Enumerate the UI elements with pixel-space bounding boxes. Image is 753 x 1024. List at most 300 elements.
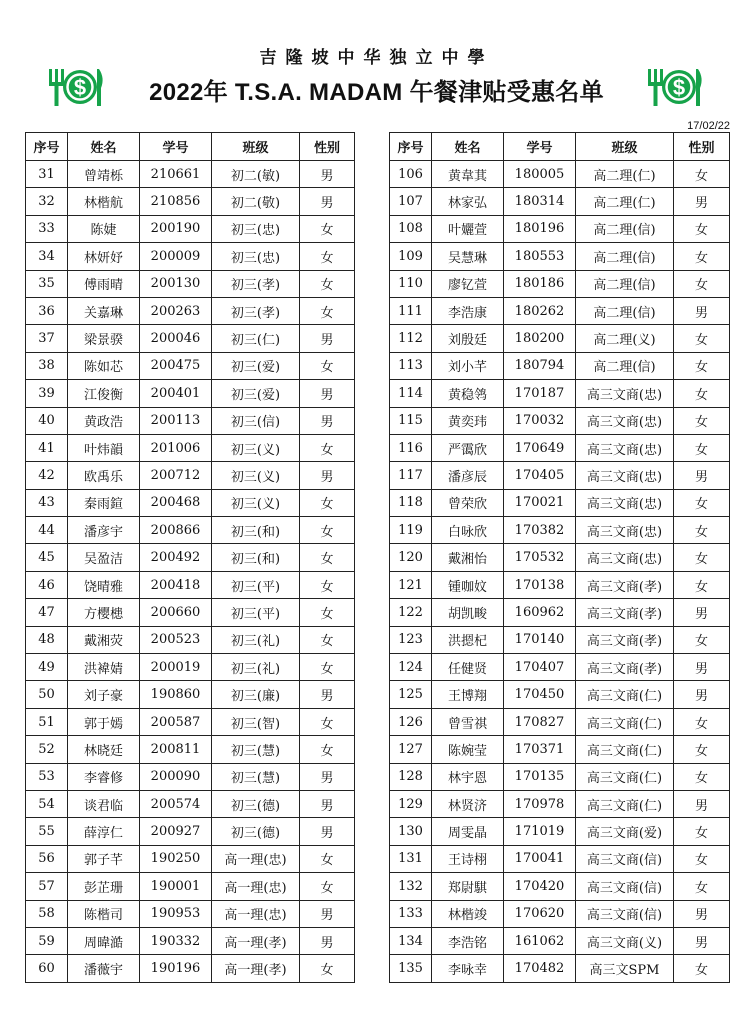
student-name-cell: 曾靖栎	[68, 161, 140, 188]
student-id-cell: 200492	[140, 544, 212, 571]
table-row	[26, 818, 355, 845]
gender-cell: 女	[300, 654, 355, 681]
student-id-cell: 200468	[140, 489, 212, 516]
student-name-cell: 吴盈洁	[68, 544, 140, 571]
class-name-cell: 初二(敏)	[212, 161, 300, 188]
student-name-cell: 黄稳鸰	[432, 380, 504, 407]
student-id-cell: 170135	[504, 763, 576, 790]
student-name-cell: 李浩铭	[432, 927, 504, 954]
lunch-money-icon	[643, 66, 705, 108]
student-id-cell: 170407	[504, 654, 576, 681]
student-id-cell: 170405	[504, 462, 576, 489]
student-name-cell: 黄奕玮	[432, 407, 504, 434]
class-name-cell: 高一理(孝)	[212, 927, 300, 954]
student-name-cell: 胡凯畯	[432, 599, 504, 626]
table-row	[26, 900, 355, 927]
student-name-cell: 饶晴雅	[68, 571, 140, 598]
class-name-cell: 高三文商(信)	[576, 845, 674, 872]
student-name-cell: 任健贤	[432, 654, 504, 681]
gender-cell: 女	[674, 270, 730, 297]
gender-cell: 男	[300, 161, 355, 188]
gender-cell: 女	[300, 215, 355, 242]
row-number-cell: 43	[26, 489, 68, 516]
table-row	[26, 462, 355, 489]
row-number-cell: 45	[26, 544, 68, 571]
table-row	[390, 188, 730, 215]
class-name-cell: 高三文商(忠)	[576, 517, 674, 544]
table-row	[390, 517, 730, 544]
svg-text:$: $	[73, 75, 87, 100]
row-number-cell: 110	[390, 270, 432, 297]
gender-cell: 男	[300, 900, 355, 927]
row-number-cell: 39	[26, 380, 68, 407]
class-name-cell: 高三文商(忠)	[576, 462, 674, 489]
table-row	[390, 708, 730, 735]
table-row	[390, 681, 730, 708]
student-id-cell: 201006	[140, 434, 212, 461]
table-row	[390, 161, 730, 188]
gender-cell: 女	[674, 626, 730, 653]
row-number-cell: 135	[390, 955, 432, 982]
student-id-cell: 170827	[504, 708, 576, 735]
class-name-cell: 高三文商(仁)	[576, 736, 674, 763]
gender-cell: 女	[674, 571, 730, 598]
row-number-cell: 41	[26, 434, 68, 461]
row-number-cell: 124	[390, 654, 432, 681]
row-number-cell: 126	[390, 708, 432, 735]
table-row	[26, 599, 355, 626]
table-header-row	[390, 133, 730, 161]
gender-cell: 女	[300, 489, 355, 516]
table-row	[26, 681, 355, 708]
student-name-cell: 陈婕	[68, 215, 140, 242]
student-name-cell: 彭芷珊	[68, 873, 140, 900]
gender-cell: 男	[674, 900, 730, 927]
student-id-cell: 200009	[140, 243, 212, 270]
row-number-cell: 58	[26, 900, 68, 927]
table-row	[390, 763, 730, 790]
student-name-cell: 叶炜韻	[68, 434, 140, 461]
class-name-cell: 初三(礼)	[212, 654, 300, 681]
gender-cell: 男	[300, 818, 355, 845]
class-name-cell: 初三(平)	[212, 571, 300, 598]
row-number-cell: 59	[26, 927, 68, 954]
column-header: 性别	[300, 133, 355, 161]
student-name-cell: 江俊衡	[68, 380, 140, 407]
table-row	[26, 270, 355, 297]
gender-cell: 女	[300, 544, 355, 571]
table-row	[26, 243, 355, 270]
document-date: 17/02/22	[687, 120, 730, 132]
column-header: 姓名	[432, 133, 504, 161]
student-id-cell: 170140	[504, 626, 576, 653]
student-id-cell: 170041	[504, 845, 576, 872]
class-name-cell: 高二理(仁)	[576, 161, 674, 188]
row-number-cell: 133	[390, 900, 432, 927]
table-row	[390, 544, 730, 571]
gender-cell: 男	[674, 462, 730, 489]
student-id-cell: 170371	[504, 736, 576, 763]
table-row	[390, 434, 730, 461]
student-id-cell: 170420	[504, 873, 576, 900]
class-name-cell: 初三(爱)	[212, 352, 300, 379]
student-id-cell: 180262	[504, 297, 576, 324]
class-name-cell: 初三(爱)	[212, 380, 300, 407]
gender-cell: 男	[300, 325, 355, 352]
table-row	[390, 599, 730, 626]
row-number-cell: 46	[26, 571, 68, 598]
student-id-cell: 200475	[140, 352, 212, 379]
student-name-cell: 林楷竣	[432, 900, 504, 927]
student-name-cell: 李浩康	[432, 297, 504, 324]
student-name-cell: 王博翔	[432, 681, 504, 708]
gender-cell: 女	[674, 818, 730, 845]
student-name-cell: 郭子芊	[68, 845, 140, 872]
row-number-cell: 117	[390, 462, 432, 489]
class-name-cell: 高三文商(仁)	[576, 790, 674, 817]
roster-table-left	[25, 132, 355, 983]
table-row	[26, 955, 355, 982]
row-number-cell: 128	[390, 763, 432, 790]
class-name-cell: 高三文商(义)	[576, 927, 674, 954]
gender-cell: 男	[674, 654, 730, 681]
gender-cell: 女	[674, 763, 730, 790]
row-number-cell: 123	[390, 626, 432, 653]
table-row	[26, 763, 355, 790]
class-name-cell: 高二理(信)	[576, 297, 674, 324]
student-name-cell: 严霭欣	[432, 434, 504, 461]
table-row	[390, 462, 730, 489]
gender-cell: 女	[674, 955, 730, 982]
gender-cell: 女	[674, 380, 730, 407]
table-row	[390, 654, 730, 681]
class-name-cell: 初三(孝)	[212, 297, 300, 324]
student-name-cell: 锺咖妏	[432, 571, 504, 598]
row-number-cell: 34	[26, 243, 68, 270]
student-name-cell: 潘彦辰	[432, 462, 504, 489]
class-name-cell: 初三(义)	[212, 462, 300, 489]
gender-cell: 女	[300, 571, 355, 598]
row-number-cell: 56	[26, 845, 68, 872]
table-row	[26, 873, 355, 900]
table-row	[26, 708, 355, 735]
student-id-cell: 200090	[140, 763, 212, 790]
gender-cell: 女	[674, 407, 730, 434]
gender-cell: 女	[300, 297, 355, 324]
student-name-cell: 戴湘怡	[432, 544, 504, 571]
student-name-cell: 洪褘婧	[68, 654, 140, 681]
gender-cell: 男	[300, 927, 355, 954]
row-number-cell: 134	[390, 927, 432, 954]
student-id-cell: 161062	[504, 927, 576, 954]
student-id-cell: 200587	[140, 708, 212, 735]
student-name-cell: 刘殷廷	[432, 325, 504, 352]
class-name-cell: 初三(孝)	[212, 270, 300, 297]
row-number-cell: 47	[26, 599, 68, 626]
table-row	[390, 243, 730, 270]
gender-cell: 女	[300, 352, 355, 379]
table-row	[390, 736, 730, 763]
student-name-cell: 白咏欣	[432, 517, 504, 544]
gender-cell: 女	[674, 161, 730, 188]
class-name-cell: 高三文商(忠)	[576, 489, 674, 516]
gender-cell: 女	[300, 873, 355, 900]
row-number-cell: 107	[390, 188, 432, 215]
row-number-cell: 49	[26, 654, 68, 681]
table-row	[26, 215, 355, 242]
row-number-cell: 54	[26, 790, 68, 817]
row-number-cell: 131	[390, 845, 432, 872]
gender-cell: 女	[674, 517, 730, 544]
student-id-cell: 210661	[140, 161, 212, 188]
class-name-cell: 高二理(仁)	[576, 188, 674, 215]
table-row	[390, 297, 730, 324]
student-id-cell: 170382	[504, 517, 576, 544]
student-id-cell: 190953	[140, 900, 212, 927]
column-header: 性别	[674, 133, 730, 161]
student-name-cell: 郭于嫣	[68, 708, 140, 735]
table-row	[26, 927, 355, 954]
table-row	[390, 325, 730, 352]
gender-cell: 女	[300, 955, 355, 982]
gender-cell: 女	[674, 489, 730, 516]
class-name-cell: 高三文商(孝)	[576, 654, 674, 681]
row-number-cell: 108	[390, 215, 432, 242]
student-id-cell: 170532	[504, 544, 576, 571]
class-name-cell: 初三(忠)	[212, 243, 300, 270]
table-row	[390, 900, 730, 927]
table-row	[26, 845, 355, 872]
student-name-cell: 黄韋萁	[432, 161, 504, 188]
table-row	[390, 626, 730, 653]
table-row	[390, 380, 730, 407]
student-id-cell: 200401	[140, 380, 212, 407]
gender-cell: 女	[674, 243, 730, 270]
student-id-cell: 200927	[140, 818, 212, 845]
column-header: 序号	[390, 133, 432, 161]
class-name-cell: 初三(慧)	[212, 736, 300, 763]
student-id-cell: 200866	[140, 517, 212, 544]
student-name-cell: 洪摁杞	[432, 626, 504, 653]
table-row	[26, 352, 355, 379]
class-name-cell: 初三(慧)	[212, 763, 300, 790]
student-id-cell: 200019	[140, 654, 212, 681]
student-id-cell: 200130	[140, 270, 212, 297]
row-number-cell: 122	[390, 599, 432, 626]
class-name-cell: 高一理(忠)	[212, 845, 300, 872]
student-id-cell: 200046	[140, 325, 212, 352]
row-number-cell: 36	[26, 297, 68, 324]
student-id-cell: 170021	[504, 489, 576, 516]
class-name-cell: 高二理(信)	[576, 215, 674, 242]
student-id-cell: 170187	[504, 380, 576, 407]
class-name-cell: 初三(和)	[212, 517, 300, 544]
table-row	[390, 845, 730, 872]
page-title: 2022年 T.S.A. MADAM 午餐津贴受惠名单	[149, 79, 604, 106]
class-name-cell: 初二(敬)	[212, 188, 300, 215]
table-row	[390, 270, 730, 297]
row-number-cell: 109	[390, 243, 432, 270]
row-number-cell: 125	[390, 681, 432, 708]
gender-cell: 女	[674, 215, 730, 242]
table-row	[26, 626, 355, 653]
student-name-cell: 欧禹乐	[68, 462, 140, 489]
table-row	[26, 544, 355, 571]
table-row	[26, 380, 355, 407]
table-row	[390, 927, 730, 954]
column-header: 序号	[26, 133, 68, 161]
student-id-cell: 170978	[504, 790, 576, 817]
class-name-cell: 初三(廉)	[212, 681, 300, 708]
gender-cell: 女	[674, 736, 730, 763]
gender-cell: 女	[300, 626, 355, 653]
student-id-cell: 170450	[504, 681, 576, 708]
class-name-cell: 初三(德)	[212, 818, 300, 845]
table-row	[390, 873, 730, 900]
student-id-cell: 180200	[504, 325, 576, 352]
school-name: 吉隆坡中华独立中學	[259, 48, 494, 68]
student-id-cell: 160962	[504, 599, 576, 626]
student-name-cell: 傅雨晴	[68, 270, 140, 297]
row-number-cell: 115	[390, 407, 432, 434]
row-number-cell: 42	[26, 462, 68, 489]
column-header: 姓名	[68, 133, 140, 161]
student-name-cell: 潘薇宇	[68, 955, 140, 982]
class-name-cell: 高三文商(忠)	[576, 380, 674, 407]
student-name-cell: 林家弘	[432, 188, 504, 215]
student-name-cell: 关嘉琳	[68, 297, 140, 324]
gender-cell: 男	[674, 790, 730, 817]
class-name-cell: 初三(忠)	[212, 215, 300, 242]
class-name-cell: 高一理(忠)	[212, 873, 300, 900]
row-number-cell: 37	[26, 325, 68, 352]
roster-table-right	[389, 132, 730, 983]
student-name-cell: 谈君临	[68, 790, 140, 817]
table-row	[26, 161, 355, 188]
class-name-cell: 高三文商(爱)	[576, 818, 674, 845]
gender-cell: 男	[674, 297, 730, 324]
row-number-cell: 40	[26, 407, 68, 434]
class-name-cell: 高三文商(忠)	[576, 434, 674, 461]
student-id-cell: 171019	[504, 818, 576, 845]
row-number-cell: 113	[390, 352, 432, 379]
row-number-cell: 121	[390, 571, 432, 598]
table-row	[390, 352, 730, 379]
student-id-cell: 180553	[504, 243, 576, 270]
gender-cell: 女	[674, 845, 730, 872]
student-name-cell: 李咏幸	[432, 955, 504, 982]
student-name-cell: 林贤济	[432, 790, 504, 817]
student-name-cell: 潘彦宇	[68, 517, 140, 544]
table-row	[390, 407, 730, 434]
class-name-cell: 初三(礼)	[212, 626, 300, 653]
student-id-cell: 200712	[140, 462, 212, 489]
class-name-cell: 高三文SPM	[576, 955, 674, 982]
gender-cell: 男	[300, 462, 355, 489]
row-number-cell: 50	[26, 681, 68, 708]
student-id-cell: 190001	[140, 873, 212, 900]
class-name-cell: 高三文商(仁)	[576, 681, 674, 708]
student-id-cell: 200811	[140, 736, 212, 763]
row-number-cell: 44	[26, 517, 68, 544]
row-number-cell: 52	[26, 736, 68, 763]
class-name-cell: 初三(德)	[212, 790, 300, 817]
class-name-cell: 初三(义)	[212, 489, 300, 516]
row-number-cell: 130	[390, 818, 432, 845]
student-id-cell: 170032	[504, 407, 576, 434]
gender-cell: 男	[674, 599, 730, 626]
row-number-cell: 129	[390, 790, 432, 817]
gender-cell: 男	[300, 681, 355, 708]
student-name-cell: 刘子豪	[68, 681, 140, 708]
table-row	[390, 790, 730, 817]
gender-cell: 女	[300, 845, 355, 872]
student-name-cell: 林晓廷	[68, 736, 140, 763]
class-name-cell: 初三(义)	[212, 434, 300, 461]
student-id-cell: 200418	[140, 571, 212, 598]
gender-cell: 男	[674, 681, 730, 708]
row-number-cell: 38	[26, 352, 68, 379]
row-number-cell: 33	[26, 215, 68, 242]
student-id-cell: 200574	[140, 790, 212, 817]
gender-cell: 女	[300, 599, 355, 626]
table-row	[390, 571, 730, 598]
gender-cell: 男	[300, 188, 355, 215]
student-name-cell: 梁景骙	[68, 325, 140, 352]
table-row	[390, 955, 730, 982]
class-name-cell: 高二理(义)	[576, 325, 674, 352]
gender-cell: 女	[674, 434, 730, 461]
row-number-cell: 57	[26, 873, 68, 900]
gender-cell: 女	[300, 708, 355, 735]
gender-cell: 女	[300, 736, 355, 763]
class-name-cell: 初三(和)	[212, 544, 300, 571]
table-row	[26, 517, 355, 544]
gender-cell: 女	[674, 708, 730, 735]
student-name-cell: 王诗栩	[432, 845, 504, 872]
row-number-cell: 32	[26, 188, 68, 215]
student-name-cell: 曾荣欣	[432, 489, 504, 516]
student-id-cell: 170138	[504, 571, 576, 598]
row-number-cell: 119	[390, 517, 432, 544]
student-name-cell: 林妍妤	[68, 243, 140, 270]
row-number-cell: 127	[390, 736, 432, 763]
column-header: 班级	[576, 133, 674, 161]
row-number-cell: 51	[26, 708, 68, 735]
student-name-cell: 李睿修	[68, 763, 140, 790]
row-number-cell: 60	[26, 955, 68, 982]
column-header: 学号	[504, 133, 576, 161]
gender-cell: 男	[674, 927, 730, 954]
student-id-cell: 180005	[504, 161, 576, 188]
class-name-cell: 高二理(信)	[576, 243, 674, 270]
class-name-cell: 高二理(信)	[576, 270, 674, 297]
table-row	[26, 654, 355, 681]
row-number-cell: 111	[390, 297, 432, 324]
table-row	[26, 790, 355, 817]
student-id-cell: 170649	[504, 434, 576, 461]
row-number-cell: 112	[390, 325, 432, 352]
row-number-cell: 106	[390, 161, 432, 188]
gender-cell: 女	[300, 434, 355, 461]
class-name-cell: 初三(信)	[212, 407, 300, 434]
student-name-cell: 吴慧琳	[432, 243, 504, 270]
gender-cell: 男	[300, 763, 355, 790]
student-name-cell: 秦雨鍹	[68, 489, 140, 516]
class-name-cell: 高三文商(仁)	[576, 763, 674, 790]
table-row	[390, 489, 730, 516]
student-id-cell: 200523	[140, 626, 212, 653]
